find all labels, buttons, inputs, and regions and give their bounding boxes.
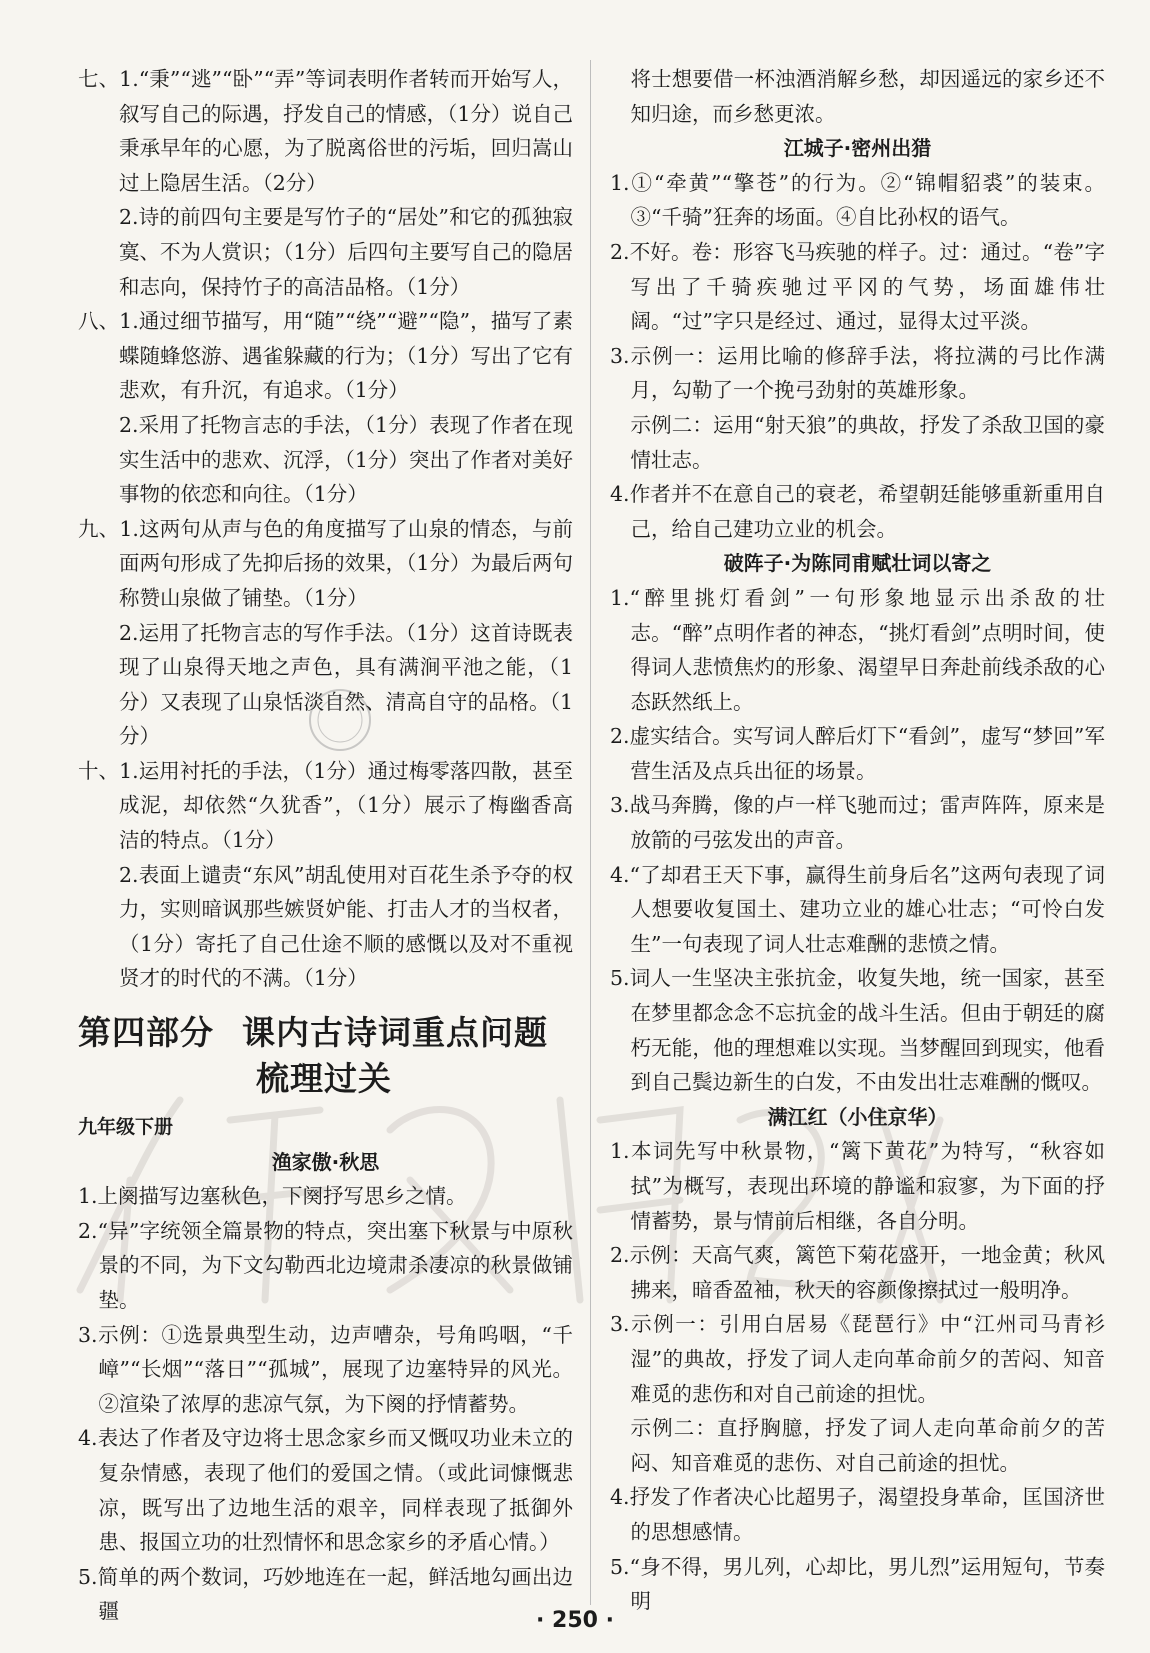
page-number: · 250 · bbox=[536, 1608, 614, 1633]
answer-item: 1.本词先写中秋景物，“篱下黄花”为特写，“秋容如拭”为概写，表现出环境的静谧和寂寥，为下面的抒情蓄势，景与情前后相继，各自分明。 bbox=[610, 1139, 1105, 1233]
answer-item: 2.运用了托物言志的写作手法。（1分）这首诗既表现了山泉得天地之声色，具有满涧平池之能，（1分）又表现了山泉恬淡自然、清高自守的品格。（1分） bbox=[119, 620, 573, 749]
answer-item: 3.示例一：运用比喻的修辞手法，将拉满的弓比作满月，勾勒了一个挽弓劲射的英雄形象。 bbox=[610, 343, 1105, 403]
poem-answer-list-yujiaao bbox=[78, 1179, 573, 1629]
answer-item: 示例二：运用“射天狼”的典故，抒发了杀敌卫国的豪情壮志。 bbox=[630, 412, 1105, 472]
part-title bbox=[78, 1010, 573, 1102]
column-divider bbox=[590, 60, 591, 1605]
part-label: 第四部分 bbox=[78, 1013, 214, 1053]
answer-item: 九、1.这两句从声与色的角度描写了山泉的情态，与前面两句形成了先抑后扬的效果，（1分）为最后两句称赞山泉做了铺垫。（1分） bbox=[78, 516, 573, 610]
answer-item: 2.示例：天高气爽，篱笆下菊花盛开，一地金黄；秋风拂来，暗香盈袖，秋天的容颜像擦拭过一般明净。 bbox=[610, 1243, 1105, 1302]
answer-item: 2.不好。卷：形容飞马疾驰的样子。过：通过。“卷”字写出了千骑疾驰过平冈的气势，场面雄伟壮阔。“过”字只是经过、通过，显得太过平淡。 bbox=[610, 239, 1105, 334]
answer-item: 3.示例：①选景典型生动，边声嘈杂，号角呜咽，“千嶂”“长烟”“落日”“孤城”，展现了边塞特异的风光。②渲染了浓厚的悲凉气氛，为下阕的抒情蓄势。 bbox=[78, 1322, 573, 1416]
answer-item: 3.示例一：引用白居易《琵琶行》中“江州司马青衫湿”的典故，抒发了词人走向革命前夕的苦闷、知音难觅的悲伤和对自己前途的担忧。 bbox=[610, 1312, 1105, 1406]
answer-item: 示例二：直抒胸臆，抒发了词人走向革命前夕的苦闷、知音难觅的悲伤、对自己前途的担忧。 bbox=[630, 1416, 1105, 1475]
poem-title-manjianghong: 满江红（小住京华） bbox=[767, 1104, 948, 1129]
answer-item: 十、1.运用衬托的手法，（1分）通过梅零落四散，甚至成泥，却依然“久犹香”，（1分）展示了梅幽香高洁的特点。（1分） bbox=[78, 758, 573, 853]
poem-answer-list-pozhenzi bbox=[610, 581, 1105, 1100]
poem-answer-list-manjianghong bbox=[610, 1134, 1105, 1618]
answer-item: 4.“了却君王天下事，赢得生前身后名”这两句表现了词人想要收复国土、建功立业的雄心壮志；“可怜白发生”一句表现了词人壮志难酬的悲愤之情。 bbox=[610, 862, 1105, 956]
grade-label: 九年级下册 bbox=[78, 1116, 174, 1139]
answer-item: 2.“异”字统领全篇景物的特点，突出塞下秋景与中原秋景的不同，为下文勾勒西北边境肃杀凄凉的秋景做铺垫。 bbox=[78, 1218, 573, 1312]
poem-title-yujiaao: 渔家傲·秋思 bbox=[271, 1149, 380, 1174]
part-title-line1: 课内古诗词重点问题 bbox=[242, 1013, 548, 1053]
answer-item: 1.①“牵黄”“擎苍”的行为。②“锦帽貂裘”的装束。③“千骑”狂奔的场面。④自比孙权的语气。 bbox=[610, 170, 1105, 230]
answer-item: 3.战马奔腾，像的卢一样飞驰而过；雷声阵阵，原来是放箭的弓弦发出的声音。 bbox=[610, 793, 1105, 853]
left-answer-list bbox=[78, 62, 573, 996]
answer-item: 2.诗的前四句主要是写竹子的“居处”和它的孤独寂寞、不为人赏识；（1分）后四句主要写自己的隐居和志向，保持竹子的高洁品格。（1分） bbox=[119, 205, 573, 299]
right-column bbox=[610, 62, 1105, 1619]
poem-answer-list-jiangchengzi bbox=[610, 166, 1105, 547]
answer-item: 5.词人一生坚决主张抗金，收复失地，统一国家，甚至在梦里都念念不忘抗金的战斗生活。但由于朝廷的腐朽无能，他的理想难以实现。当梦醒回到现实，他看到自己鬓边新生的白发，不由发出壮志难酬的慨叹。 bbox=[610, 966, 1105, 1095]
part-title-line2: 梳理过关 bbox=[256, 1059, 392, 1099]
answer-item: 八、1.通过细节描写，用“随”“绕”“避”“隐”，描写了素蝶随蜂悠游、遇雀躲藏的行为；（1分）写出了它有悲欢，有升沉，有追求。（1分） bbox=[78, 309, 573, 403]
poem-title-jiangchengzi: 江城子·密州出猎 bbox=[783, 136, 932, 161]
answer-item: 4.抒发了作者决心比超男子，渴望投身革命，匡国济世的思想感情。 bbox=[610, 1485, 1105, 1544]
answer-item: 2.虚实结合。实写词人醉后灯下“看剑”，虚写“梦回”军营生活及点兵出征的场景。 bbox=[610, 724, 1105, 783]
answer-item: 4.表达了作者及守边将士思念家乡而又慨叹功业未立的复杂情感，表现了他们的爱国之情。（或此词慷慨悲凉，既写出了边地生活的艰辛，同样表现了抵御外患、报国立功的壮烈情怀和思念家乡的矛盾心情。） bbox=[78, 1426, 573, 1555]
continued-answer: 将士想要借一杯浊酒消解乡愁，却因遥远的家乡还不知归途，而乡愁更浓。 bbox=[630, 67, 1105, 126]
left-column bbox=[78, 62, 573, 1629]
answer-item: 2.表面上谴责“东风”胡乱使用对百花生杀予夺的权力，实则暗讽那些嫉贤妒能、打击人才的当权者，（1分）寄托了自己仕途不顺的感慨以及对不重视贤才的时代的不满。（1分） bbox=[119, 862, 573, 991]
answer-item: 1.上阕描写边塞秋色，下阕抒写思乡之情。 bbox=[78, 1184, 467, 1209]
answer-item: 七、1.“秉”“逃”“卧”“弄”等词表明作者转而开始写人，叙写自己的际遇，抒发自己的情感，（1分）说自己秉承早年的心愿，为了脱离俗世的污垢，回归嵩山过上隐居生活。（2分） bbox=[78, 67, 573, 195]
answer-item: 4.作者并不在意自己的衰老，希望朝廷能够重新重用自己，给自己建功立业的机会。 bbox=[610, 482, 1105, 541]
answer-item: 5.“身不得，男儿列，心却比，男儿烈”运用短句，节奏明 bbox=[610, 1554, 1105, 1614]
answer-item: 2.采用了托物言志的手法，（1分）表现了作者在现实生活中的悲欢、沉浮，（1分）突出了作者对美好事物的依恋和向往。（1分） bbox=[119, 412, 573, 507]
answer-item: 1.“醉里挑灯看剑”一句形象地显示出杀敌的壮志。“醉”点明作者的神态，“挑灯看剑”点明时间，使得词人悲愤焦灼的形象、渴望早日奔赴前线杀敌的心态跃然纸上。 bbox=[610, 585, 1105, 714]
answer-item: 5.简单的两个数词，巧妙地连在一起，鲜活地勾画出边疆 bbox=[78, 1564, 573, 1624]
poem-title-pozhenzi: 破阵子·为陈同甫赋壮词以寄之 bbox=[723, 551, 992, 576]
